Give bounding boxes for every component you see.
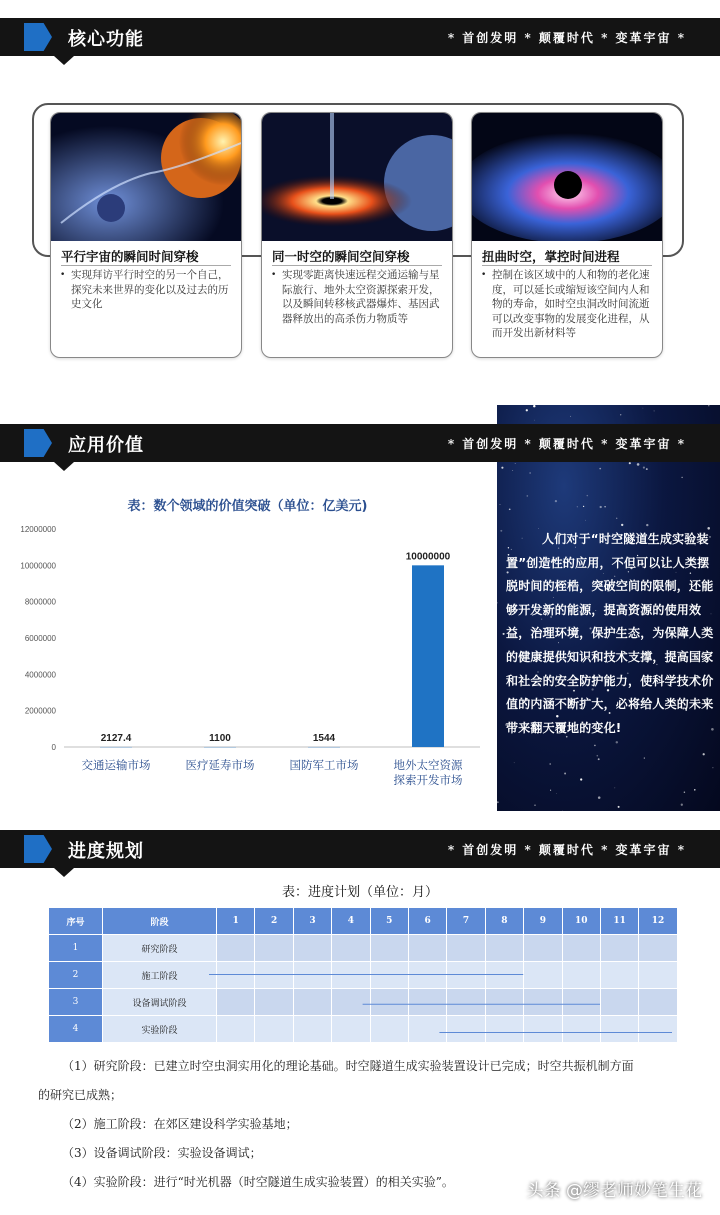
- feature-card-time-control: [471, 112, 663, 358]
- header-month: 4: [332, 908, 370, 935]
- row-phase: 施工阶段: [103, 962, 217, 989]
- row-index: 1: [49, 935, 103, 962]
- header-month: 2: [255, 908, 293, 935]
- banner-tail: [54, 868, 74, 877]
- month-cell: [370, 1016, 408, 1043]
- month-cell: [370, 962, 408, 989]
- section-banner-core-functions: [0, 18, 720, 56]
- star: [501, 467, 503, 469]
- month-cell: [217, 962, 255, 989]
- star: [515, 463, 516, 464]
- note-experiment: （4）实验阶段：进行“时光机器（时空隧道生成实验装置）的相关实验”。: [62, 1175, 454, 1189]
- month-cell: [524, 989, 562, 1016]
- note-research: （1）研究阶段：已建立时空虫洞实用化的理论基础。时空隧道生成实验装置设计已完成；时空共振机制方面: [62, 1059, 634, 1073]
- star: [500, 504, 501, 505]
- month-cell: [217, 935, 255, 962]
- section-title: 应用价值: [68, 435, 144, 456]
- schedule-table-title: 表：进度计划（单位：月）: [281, 885, 438, 900]
- star: [681, 804, 683, 806]
- header-phase: 阶段: [103, 908, 217, 935]
- data-label: 2127.4: [100, 732, 132, 744]
- bar: [412, 565, 444, 747]
- star: [497, 602, 498, 604]
- watermark: 头条 @缪老师妙笔生花: [526, 1181, 702, 1201]
- star: [500, 530, 502, 532]
- month-cell: [370, 935, 408, 962]
- month-cell: [293, 935, 331, 962]
- row-index: 2: [49, 962, 103, 989]
- section-banner-application-value: [0, 424, 720, 462]
- month-cell: [639, 1016, 677, 1043]
- star: [646, 524, 648, 526]
- arrow-icon: [24, 835, 52, 863]
- x-tick-label: 国防军工市场: [289, 758, 359, 772]
- month-cell: [408, 1016, 446, 1043]
- x-tick-label: 医疗延寿市场: [185, 758, 255, 772]
- month-cell: [447, 1016, 485, 1043]
- star: [556, 793, 557, 794]
- star: [512, 470, 513, 471]
- section-title: 核心功能: [68, 29, 144, 50]
- month-cell: [255, 935, 293, 962]
- month-cell: [600, 962, 638, 989]
- month-cell: [639, 962, 677, 989]
- star: [646, 468, 648, 470]
- header-month: 7: [447, 908, 485, 935]
- star: [527, 495, 529, 497]
- x-tick-label: 交通运输市场: [81, 758, 151, 772]
- star: [694, 789, 695, 790]
- star: [643, 467, 645, 469]
- star: [708, 405, 709, 406]
- feature-card-space-travel: [261, 112, 453, 358]
- month-cell: [600, 989, 638, 1016]
- star: [583, 506, 584, 507]
- y-tick-label: 6000000: [24, 634, 56, 643]
- row-index: 3: [49, 989, 103, 1016]
- header-month: 12: [639, 908, 677, 935]
- schedule-table: [48, 907, 678, 1043]
- header-month: 8: [485, 908, 523, 935]
- month-cell: [332, 935, 370, 962]
- card-divider: [272, 265, 442, 266]
- month-cell: [255, 1016, 293, 1043]
- table-row: [49, 1016, 678, 1043]
- row-phase: 实验阶段: [103, 1016, 217, 1043]
- slogan: * 首创发明 * 颠覆时代 * 变革宇宙 *: [447, 31, 686, 45]
- y-tick-label: 10000000: [20, 561, 56, 571]
- star: [577, 506, 578, 507]
- data-label: 10000000: [405, 551, 451, 563]
- month-cell: [524, 1016, 562, 1043]
- month-cell: [217, 1016, 255, 1043]
- card-text: 控制在该区域中的人和物的老化速度，可以延长或缩短该空间内人和物的寿命，如时空虫洞改时间流逝可以改变事物的发展变化进程，从而开发出新材料等: [492, 269, 650, 339]
- star: [681, 477, 682, 478]
- month-cell: [293, 1016, 331, 1043]
- star: [530, 472, 531, 473]
- header-index: 序号: [49, 908, 103, 935]
- month-cell: [485, 989, 523, 1016]
- note-research-cont: 的研究已成熟；: [38, 1088, 123, 1102]
- banner-tail: [54, 462, 74, 471]
- star: [562, 810, 563, 811]
- star: [570, 416, 571, 417]
- value-description: 人们对于“时空隧道生成实验装置”创造性的应用，不但可以让人类摆脱时间的桎梏，突破空间的限制，还能够开发新的能源，提高资源的使用效益，治理环境，保护生态，为保障人类的健康提供知识和技术支撑，提高国家和社会的安全防护能力，使科学技术价值的内涵不断扩大，必将给人类的未来带来翻天覆地的变化!: [506, 532, 714, 735]
- table-row: [49, 962, 678, 989]
- star: [550, 790, 551, 791]
- star: [564, 773, 566, 775]
- star: [555, 500, 557, 502]
- star: [620, 414, 621, 415]
- y-tick-label: 2000000: [24, 706, 56, 716]
- row-phase: 研究阶段: [103, 935, 217, 962]
- star: [614, 788, 615, 789]
- star: [598, 758, 600, 760]
- star: [654, 410, 655, 411]
- month-cell: [255, 962, 293, 989]
- feature-card-parallel-universe: [50, 112, 242, 358]
- star: [514, 762, 515, 763]
- star: [509, 508, 511, 510]
- month-cell: [332, 1016, 370, 1043]
- slogan: * 首创发明 * 颠覆时代 * 变革宇宙 *: [447, 437, 686, 451]
- warped-spacetime-image: [472, 113, 663, 241]
- star: [643, 408, 644, 409]
- month-cell: [562, 1016, 600, 1043]
- month-cell: [408, 989, 446, 1016]
- month-cell: [524, 962, 562, 989]
- slogan: * 首创发明 * 颠覆时代 * 变革宇宙 *: [447, 843, 686, 857]
- section-banner-schedule: [0, 830, 720, 868]
- star: [533, 405, 535, 407]
- star: [580, 778, 582, 780]
- exploding-planet-image: [51, 113, 242, 241]
- month-cell: [293, 989, 331, 1016]
- header-month: 5: [370, 908, 408, 935]
- card-title: 同一时空的瞬间空间穿梭: [272, 249, 410, 264]
- value-bar-chart: [0, 515, 495, 795]
- y-tick-label: 12000000: [20, 525, 56, 534]
- month-cell: [408, 935, 446, 962]
- month-cell: [370, 989, 408, 1016]
- row-phase: 设备调试阶段: [103, 989, 217, 1016]
- month-cell: [562, 935, 600, 962]
- card-title: 平行宇宙的瞬间时间穿梭: [61, 249, 199, 264]
- star: [618, 806, 620, 808]
- month-cell: [447, 935, 485, 962]
- month-cell: [600, 1016, 638, 1043]
- star: [534, 804, 536, 806]
- card-text: 实现拜访平行时空的另一个自己，探究未来世界的变化以及过去的历史文化: [71, 269, 229, 310]
- star: [599, 468, 601, 470]
- header-month: 10: [562, 908, 600, 935]
- star: [497, 801, 499, 803]
- table-row: [49, 935, 678, 962]
- card-divider: [482, 265, 652, 266]
- y-tick-label: 0: [51, 743, 56, 752]
- star: [534, 420, 535, 421]
- card-title: 扭曲时空，掌控时间进程: [482, 249, 620, 264]
- star: [637, 463, 640, 466]
- month-cell: [524, 935, 562, 962]
- month-cell: [485, 935, 523, 962]
- bullet-icon: •: [60, 270, 66, 280]
- star: [594, 745, 596, 747]
- card-divider: [61, 265, 231, 266]
- star: [684, 792, 685, 793]
- month-cell: [485, 1016, 523, 1043]
- star: [712, 767, 713, 768]
- y-tick-label: 4000000: [24, 670, 56, 680]
- bullet-icon: •: [481, 270, 487, 280]
- month-cell: [639, 989, 677, 1016]
- month-cell: [485, 962, 523, 989]
- star: [526, 409, 528, 411]
- month-cell: [562, 962, 600, 989]
- star: [587, 495, 588, 496]
- y-tick-label: 8000000: [24, 597, 56, 607]
- chart-title: 表：数个领域的价值突破（单位：亿美元): [127, 499, 368, 514]
- star: [604, 506, 605, 507]
- note-construction: （2）施工阶段：在郊区建设科学实验基地；: [62, 1117, 298, 1131]
- month-cell: [639, 935, 677, 962]
- x-tick-label: 地外太空资源: [393, 758, 463, 772]
- data-label: 1544: [312, 732, 336, 744]
- header-month: 3: [293, 908, 331, 935]
- header-month: 9: [524, 908, 562, 935]
- star: [629, 462, 631, 464]
- table-row: [49, 989, 678, 1016]
- star: [621, 524, 623, 526]
- month-cell: [255, 989, 293, 1016]
- star: [616, 741, 618, 743]
- black-hole-disk-image: [262, 113, 453, 241]
- section-title: 进度规划: [68, 841, 144, 862]
- bullet-icon: •: [271, 270, 277, 280]
- star: [644, 758, 645, 759]
- month-cell: [447, 989, 485, 1016]
- arrow-icon: [24, 23, 52, 51]
- arrow-icon: [24, 429, 52, 457]
- star: [598, 796, 601, 799]
- row-index: 4: [49, 1016, 103, 1043]
- star: [616, 518, 617, 519]
- month-cell: [217, 989, 255, 1016]
- star: [585, 520, 586, 521]
- header-month: 11: [600, 908, 638, 935]
- star: [597, 755, 599, 757]
- note-debugging: （3）设备调试阶段：实验设备调试；: [62, 1146, 262, 1160]
- month-cell: [408, 962, 446, 989]
- x-tick-label: 探索开发市场: [393, 773, 463, 787]
- star: [600, 506, 602, 508]
- data-label: 1100: [209, 732, 231, 744]
- card-text: 实现零距离快速远程交通运输与星际旅行、地外太空资源探索开发，以及瞬间转移核武器爆炸、基因武器释放出的高杀伤力物质等: [282, 269, 440, 325]
- header-month: 1: [217, 908, 255, 935]
- month-cell: [600, 935, 638, 962]
- month-cell: [447, 962, 485, 989]
- month-cell: [562, 989, 600, 1016]
- star: [503, 633, 505, 635]
- month-cell: [332, 989, 370, 1016]
- star: [549, 763, 551, 765]
- banner-tail: [54, 56, 74, 65]
- month-cell: [332, 962, 370, 989]
- header-month: 6: [408, 908, 446, 935]
- star: [703, 753, 705, 755]
- month-cell: [293, 962, 331, 989]
